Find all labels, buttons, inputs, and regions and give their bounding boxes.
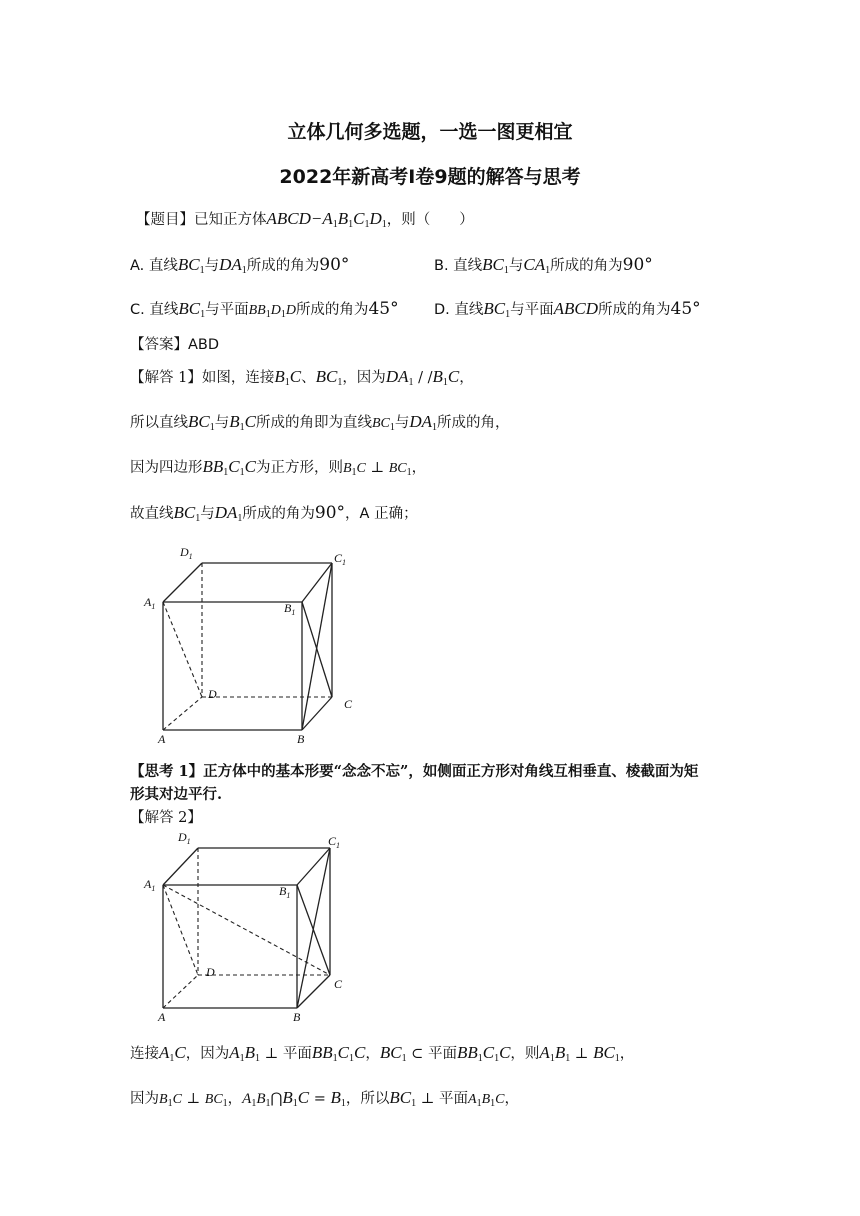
- diag-bc1: [297, 848, 330, 1008]
- option-d-label: D.: [434, 302, 450, 318]
- label-c: C: [344, 697, 353, 711]
- edge-a1d1: [163, 848, 198, 885]
- page-subtitle: 2022年新高考I卷9题的解答与思考: [279, 166, 581, 188]
- cube-name: ABCD: [266, 209, 311, 228]
- label-d1: $D_1$: [180, 545, 193, 561]
- option-b: B. 直线$BC_1$与$CA_1$所成的角为90°: [434, 255, 653, 276]
- solution2-line1: 连接$A_1C$，因为$A_1B_1$ ⊥ 平面$BB_1C_1C$，$BC_1$ ⊂ 平面$BB_1C_1C$，则$A_1B_1$ ⊥ $BC_1$，: [130, 1043, 635, 1064]
- solution2-line2: 因为$B_1C$ ⊥ $BC_1$，$A_1B_1⋂B_1C = B_1$，所以$BC_1$ ⊥ 平面$A_1B_1C$，: [130, 1088, 519, 1109]
- page-title: 立体几何多选题，一选一图更相宜: [287, 121, 573, 143]
- edge-ad: [163, 975, 198, 1008]
- edge-ad: [163, 697, 202, 730]
- edge-b1c1: [302, 563, 332, 602]
- edge-a1d1: [163, 563, 202, 602]
- diag-a1c: [163, 885, 330, 975]
- solution1-tag: 【解答 1】: [130, 370, 202, 386]
- label-a: A: [158, 732, 166, 746]
- problem-text-post: ，则（ ）: [386, 212, 474, 228]
- cube-figure-1: [140, 540, 370, 750]
- label-c1: $C_1$: [328, 834, 341, 850]
- cube-figure-2: [140, 825, 370, 1025]
- think1-line2: 形其对边平行.: [130, 786, 223, 803]
- diag-a1d: [163, 885, 198, 975]
- diag-bc1: [302, 563, 332, 730]
- label-a1: $A_1$: [144, 877, 156, 893]
- label-d1: $D_1$: [178, 830, 191, 846]
- label-c: C: [334, 977, 343, 991]
- option-c: C. 直线$BC_1$与平面$BB_1D_1D$所成的角为45°: [130, 299, 399, 320]
- solution1-line1: 【解答 1】如图，连接$B_1C$、$BC_1$，因为$DA_1 / /B_1C$，: [130, 367, 474, 388]
- label-b: B: [297, 732, 305, 746]
- label-b: B: [293, 1010, 301, 1024]
- solution1-line2: 所以直线$BC_1$与$B_1C$所成的角即为直线$BC_1$与$DA_1$所成的角，: [130, 412, 510, 433]
- think1-tag: 【思考 1】: [130, 763, 204, 780]
- answer-tag: 【答案】: [130, 337, 188, 353]
- option-c-label: C.: [130, 302, 145, 318]
- option-a-label: A.: [130, 258, 145, 274]
- think1-text: 正方体中的基本形要“念念不忘”，如侧面正方形对角线互相垂直、棱截面为矩: [203, 763, 699, 780]
- solution1-line3: 因为四边形$BB_1C_1C$为正方形，则$B_1C$ ⊥ $BC_1$，: [130, 457, 427, 478]
- label-b1: $B_1$: [279, 884, 291, 900]
- label-d: D: [208, 687, 217, 701]
- problem-statement: 【题目】已知正方体$ABCD-A_1B_1C_1D_1$，则（ ）: [136, 209, 474, 230]
- problem-text-pre: 已知正方体: [194, 212, 267, 228]
- option-d: D. 直线$BC_1$与平面ABCD所成的角为45°: [434, 299, 701, 320]
- solution1-line4: 故直线$BC_1$与$DA_1$所成的角为90°，A 正确；: [130, 503, 418, 524]
- answer-value: ABD: [188, 337, 220, 353]
- label-b1: $B_1$: [284, 601, 296, 617]
- answer: [130, 333, 219, 354]
- option-b-label: B.: [434, 258, 449, 274]
- problem-tag: 【题目】: [136, 212, 194, 228]
- think1-line1: [130, 760, 698, 781]
- diag-a1d: [163, 602, 202, 697]
- edge-bc: [297, 975, 330, 1008]
- solution2-tag: 【解答 2】: [130, 810, 202, 826]
- label-a: A: [158, 1010, 166, 1024]
- option-a: A. 直线$BC_1$与$DA_1$所成的角为90°: [130, 255, 350, 276]
- edge-b1c1: [297, 848, 330, 885]
- label-a1: $A_1$: [144, 595, 156, 611]
- label-d: D: [206, 965, 215, 979]
- label-c1: $C_1$: [334, 551, 347, 567]
